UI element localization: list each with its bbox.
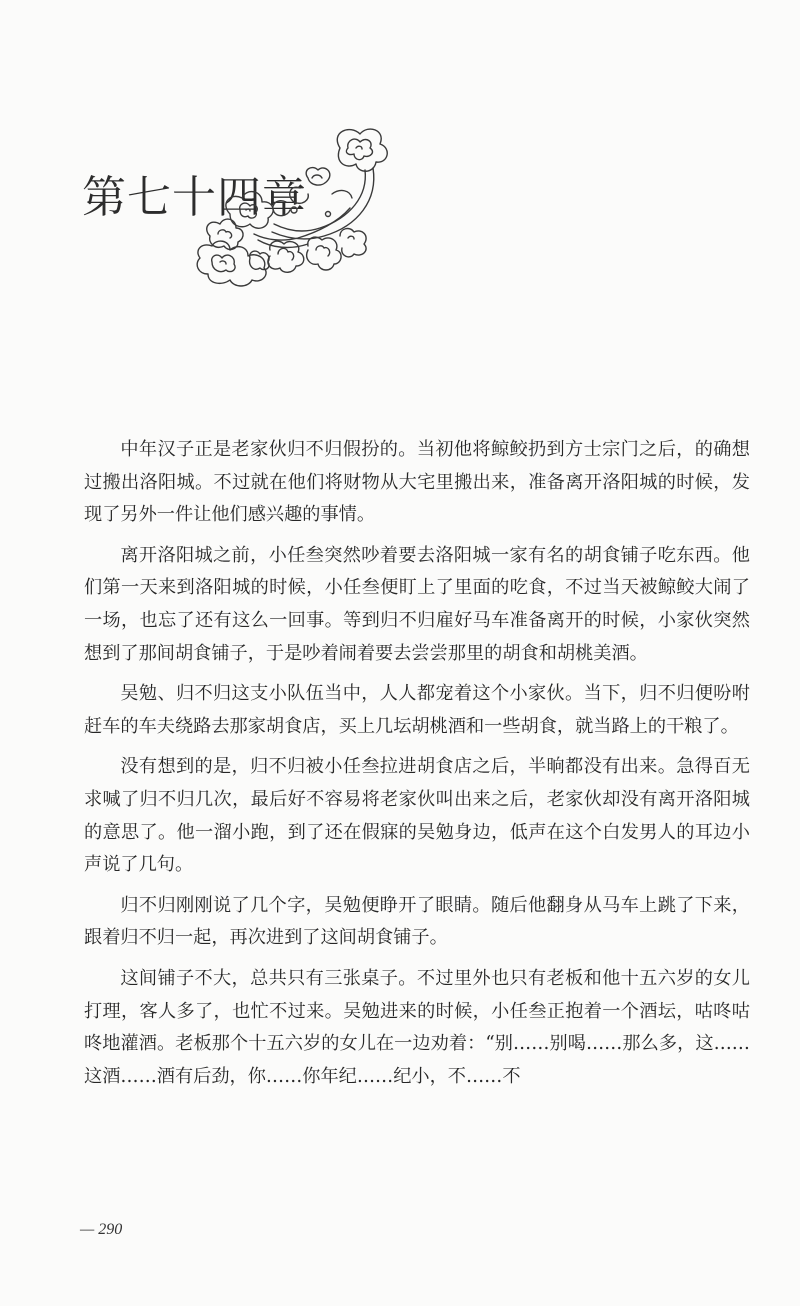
paragraph: 离开洛阳城之前，小任叁突然吵着要去洛阳城一家有名的胡食铺子吃东西。他们第一天来到洛阳城的时候，小任叁便盯上了里面的吃食，不过当天被鲸鲛大闹了一场，也忘了还有这么一回事。等到归不归雇好马车准备离开的时候，小家伙突然想到了那间胡食铺子，于是吵着闹着要去尝尝那里的胡食和胡桃美酒。 (84, 544, 750, 664)
paragraph: 归不归刚刚说了几个字，吴勉便睁开了眼睛。随后他翻身从马车上跳了下来，跟着归不归一起，再次进到了这间胡食铺子。 (84, 894, 750, 949)
paragraph: 吴勉、归不归这支小队伍当中，人人都宠着这个小家伙。当下，归不归便吩咐赶车的车夫绕路去那家胡食店，买上几坛胡桃酒和一些胡食，就当路上的干粮了。 (84, 683, 750, 737)
paragraph: 中年汉子正是老家伙归不归假扮的。当初他将鲸鲛扔到方士宗门之后，的确想过搬出洛阳城。不过就在他们将财物从大宅里搬出来，准备离开洛阳城的时候，发现了另外一件让他们感兴趣的事情。 (84, 439, 750, 526)
paragraph: 这间铺子不大，总共只有三张桌子。不过里外也只有老板和他十五六岁的女儿打理，客人多了，也忙不过来。吴勉进来的时候，小任叁正抱着一个酒坛，咕咚咕咚地灌酒。老板那个十五六岁的女儿在一边劝着：“别……别喝……那么多，这……这酒……酒有后劲，你……你年纪……纪小，不……不 (84, 967, 750, 1087)
paragraph: 没有想到的是，归不归被小任叁拉进胡食店之后，半晌都没有出来。急得百无求喊了归不归几次，最后好不容易将老家伙叫出来之后，老家伙却没有离开洛阳城的意思了。他一溜小跑，到了还在假寐的吴勉身边，低声在这个白发男人的耳边小声说了几句。 (84, 756, 750, 876)
page-number: — 290 (80, 1221, 123, 1238)
chapter-title: 第七十四章 (82, 172, 307, 224)
cloud-dragon-ornament-icon (190, 118, 400, 288)
chapter-body (84, 434, 750, 1101)
